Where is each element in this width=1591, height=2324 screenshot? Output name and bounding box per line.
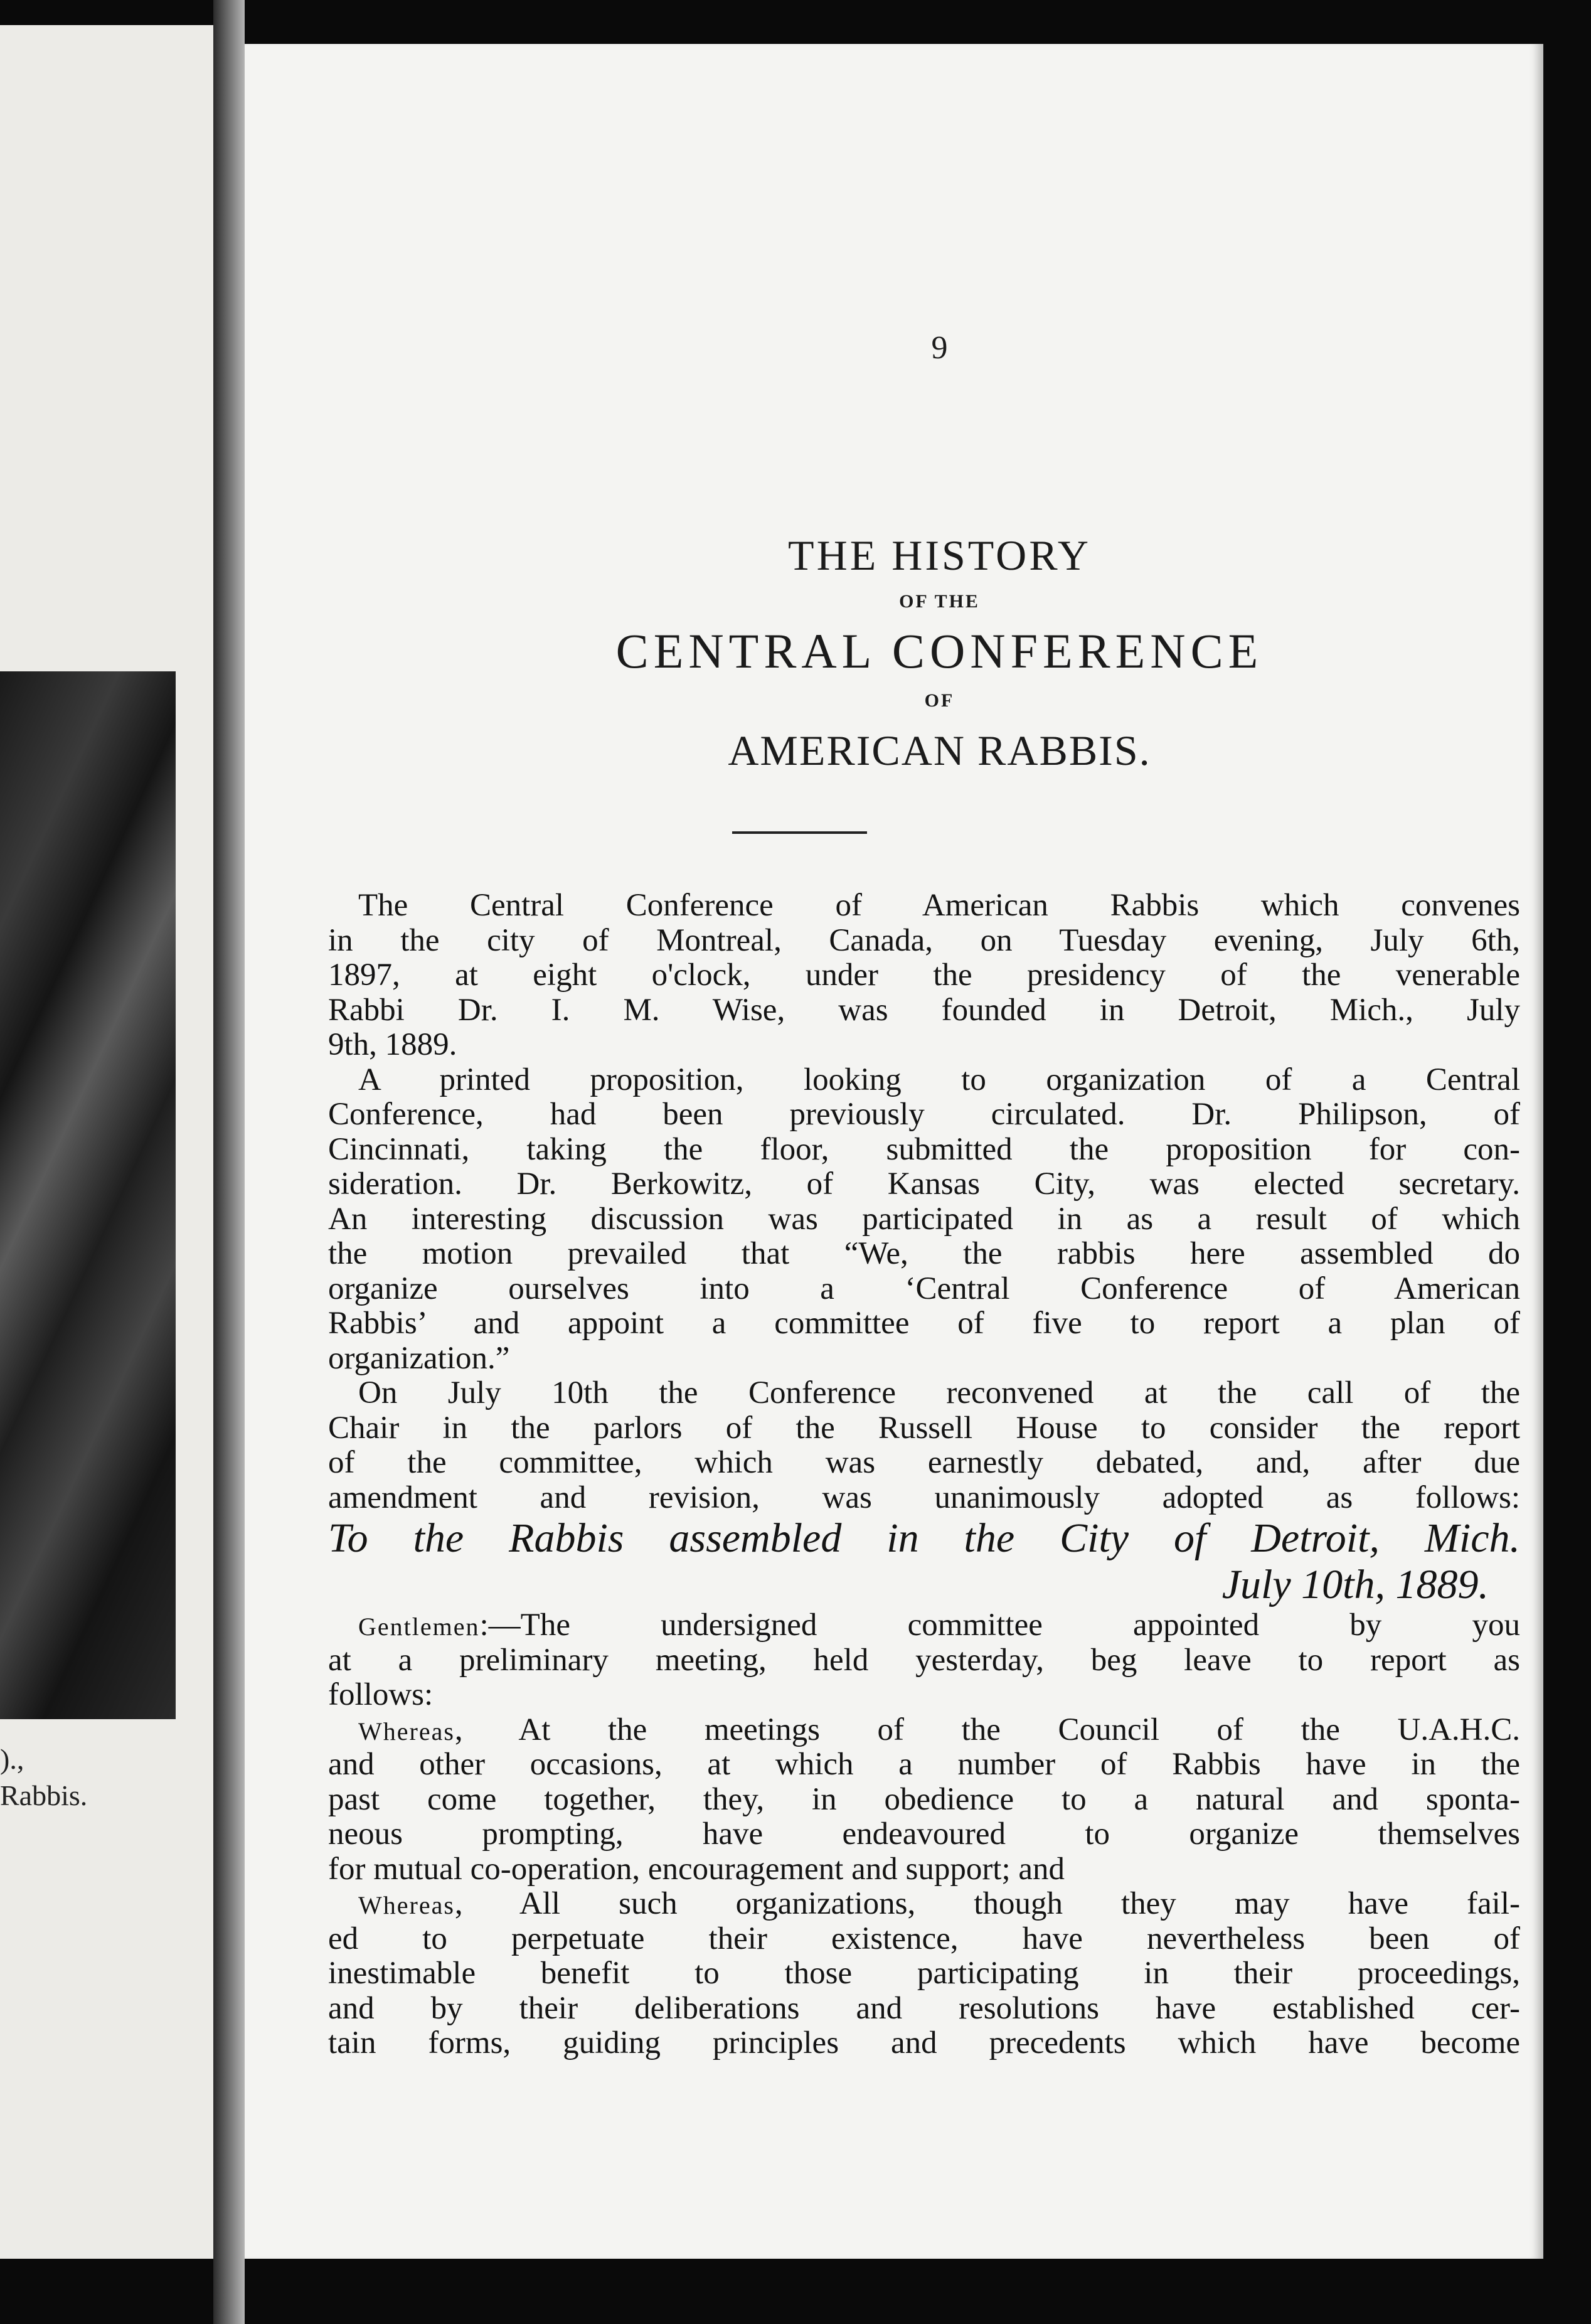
title-rule [732, 831, 867, 834]
text-line: in the city of Montreal, Canada, on Tuesday evening, July 6th, [328, 922, 1520, 958]
page-number: 9 [931, 330, 948, 366]
left-page-caption [0, 1741, 87, 1814]
text-line: Chair in the parlors of the Russell House to consider the report [328, 1410, 1520, 1446]
text-line: and other occasions, at which a number of Rabbis have in the [328, 1747, 1520, 1782]
heading-line-3: CENTRAL CONFERENCE [615, 624, 1264, 678]
salutation-line [328, 1608, 1520, 1643]
text-line: The Central Conference of American Rabbis which convenes [358, 888, 1520, 923]
salutation-word: Gentlemen [358, 1612, 480, 1641]
heading-line-1: THE HISTORY [788, 531, 1091, 579]
whereas-line [328, 1713, 1520, 1748]
text-line: 1897, at eight o'clock, under the presidency of the venerable [328, 957, 1520, 993]
body-text [328, 888, 1520, 2061]
text-line: An interesting discussion was participated in as a result of which [328, 1201, 1520, 1237]
left-caption-line-2: Rabbis. [0, 1779, 88, 1811]
whereas-word: Whereas [358, 1717, 455, 1746]
text-line: neous prompting, have endeavoured to organize themselves [328, 1816, 1520, 1852]
text-line: Cincinnati, taking the floor, submitted the proposition for con- [328, 1131, 1520, 1167]
left-caption-line-1: )., [0, 1743, 24, 1775]
text-line: inestimable benefit to those participating in their proceedings, [328, 1956, 1520, 1991]
whereas-word: Whereas [358, 1891, 455, 1919]
text-line: amendment and revision, was unanimously adopted as follows: [328, 1479, 1520, 1515]
heading-line-2: OF THE [899, 591, 980, 612]
text-line: ed to perpetuate their existence, have nevertheless been of [328, 1921, 1520, 1956]
text-line: for mutual co-operation, encouragement and support; and [328, 1851, 1065, 1887]
text-line: past come together, they, in obedience to a natural and sponta- [328, 1781, 1520, 1817]
heading-line-4: OF [924, 690, 955, 711]
address-line: To the Rabbis assembled in the City of Detroit, Mich. [328, 1515, 1520, 1561]
text-line: the motion prevailed that “We, the rabbis here assembled do [328, 1236, 1520, 1271]
text-line: A printed proposition, looking to organization of a Central [358, 1062, 1520, 1097]
text-line: Rabbis’ and appoint a committee of five to report a plan of [328, 1306, 1520, 1341]
text-line: Conference, had been previously circulated. Dr. Philipson, of [328, 1097, 1520, 1132]
document-page [245, 44, 1543, 2259]
heading-line-5: AMERICAN RABBIS. [728, 727, 1151, 774]
book-gutter [213, 0, 245, 2324]
whereas-line [328, 1887, 1520, 1922]
text-line: organize ourselves into a ‘Central Conference of American [328, 1271, 1520, 1306]
page-heading [245, 527, 1543, 782]
text-line: On July 10th the Conference reconvened at the call of the [358, 1375, 1520, 1410]
text-line: organization.” [328, 1340, 510, 1376]
text-line: Rabbi Dr. I. M. Wise, was founded in Detroit, Mich., July [328, 992, 1520, 1028]
text-line: and by their deliberations and resolutions have established cer- [328, 1990, 1520, 2026]
text-line: sideration. Dr. Berkowitz, of Kansas City, was elected secretary. [328, 1166, 1520, 1202]
left-page-photo [0, 671, 176, 1719]
date-line: July 10th, 1889. [1221, 1562, 1489, 1607]
text-line: follows: [328, 1677, 434, 1712]
text-line: tain forms, guiding principles and precedents which have become [328, 2025, 1520, 2060]
text-line: at a preliminary meeting, held yesterday, beg leave to report as [328, 1642, 1520, 1678]
whereas-rest: , At the meetings of the Council of the U.A.H.C. [454, 1712, 1520, 1747]
text-line: 9th, 1889. [328, 1027, 457, 1062]
text-line: of the committee, which was earnestly debated, and, after due [328, 1445, 1520, 1480]
whereas-rest: , All such organizations, though they may have fail- [454, 1886, 1520, 1921]
left-facing-page [0, 25, 213, 2259]
salutation-rest: :—The undersigned committee appointed by you [479, 1607, 1520, 1643]
